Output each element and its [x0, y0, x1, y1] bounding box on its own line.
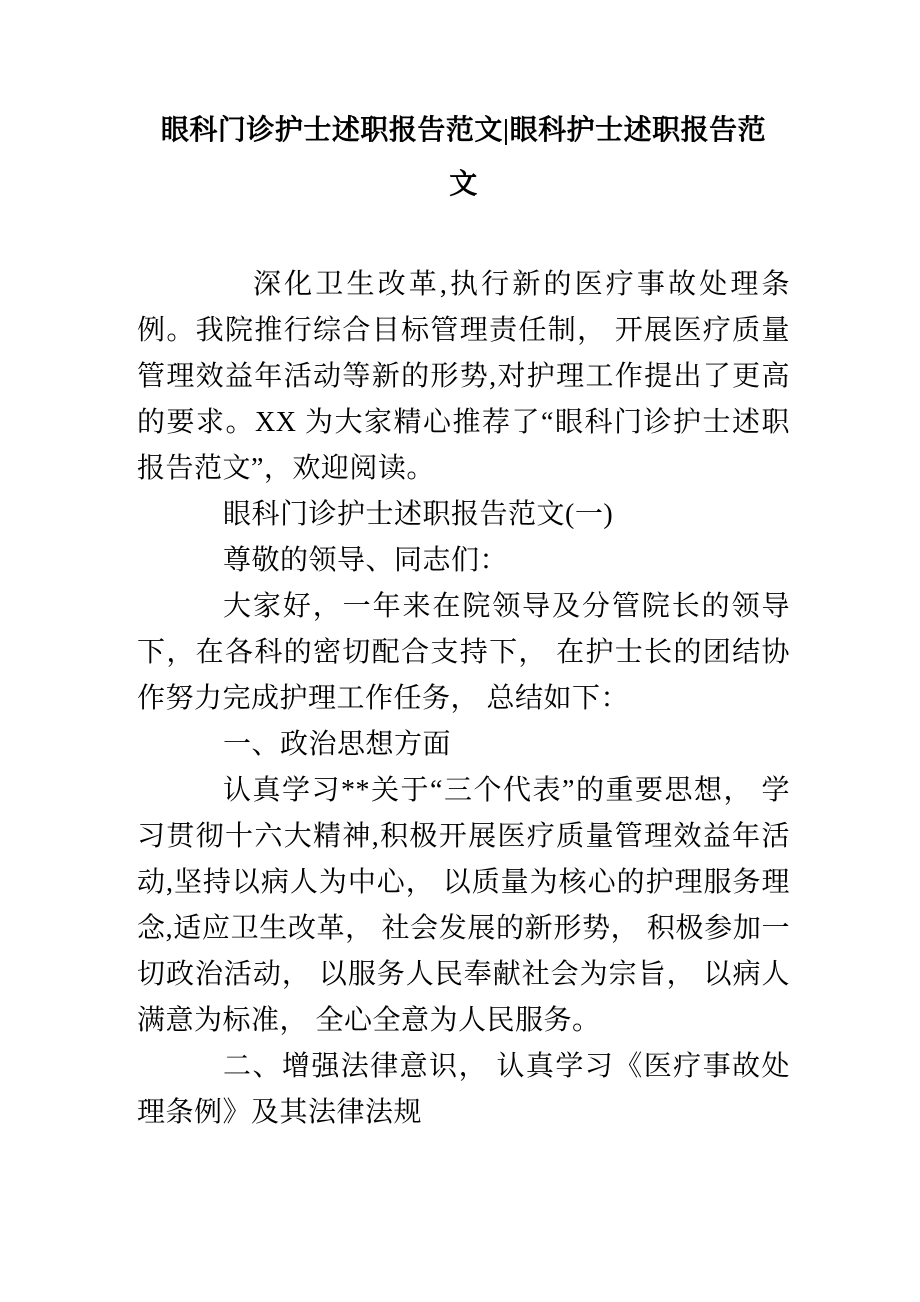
paragraph: 大家好，一年来在院领导及分管院长的领导下，在各科的密切配合支持下， 在护士长的团结协作努力完成护理工作任务， 总结如下： — [137, 591, 790, 714]
paragraph: 二、增强法律意识， 认真学习《医疗事故处理条例》及其法律法规 — [137, 1051, 790, 1128]
paragraph: 深化卫生改革,执行新的医疗事故处理条例。我院推行综合目标管理责任制， 开展医疗质量管理效益年活动等新的形势,对护理工作提出了更高的要求。XX 为大家精心推荐了“眼科门诊护士述职报告范文”，欢迎阅读。 — [137, 269, 790, 484]
document-body — [137, 262, 790, 1136]
paragraph: 尊敬的领导、同志们： — [223, 545, 509, 576]
document-title: 眼科门诊护士述职报告范文|眼科护士述职报告范文 — [160, 115, 767, 200]
paragraph: 眼科门诊护士述职报告范文(一) — [223, 499, 614, 530]
paragraph: 认真学习**关于“三个代表”的重要思想， 学习贯彻十六大精神,积极开展医疗质量管理效益年活动,坚持以病人为中心， 以质量为核心的护理服务理念,适应卫生改革， 社会发展的新形势， 积极参加一切政治活动， 以服务人民奉献社会为宗旨， 以病人满意为标准， 全心全意为人民服务。 — [137, 775, 790, 1036]
paragraph: 一、政治思想方面 — [223, 729, 452, 760]
